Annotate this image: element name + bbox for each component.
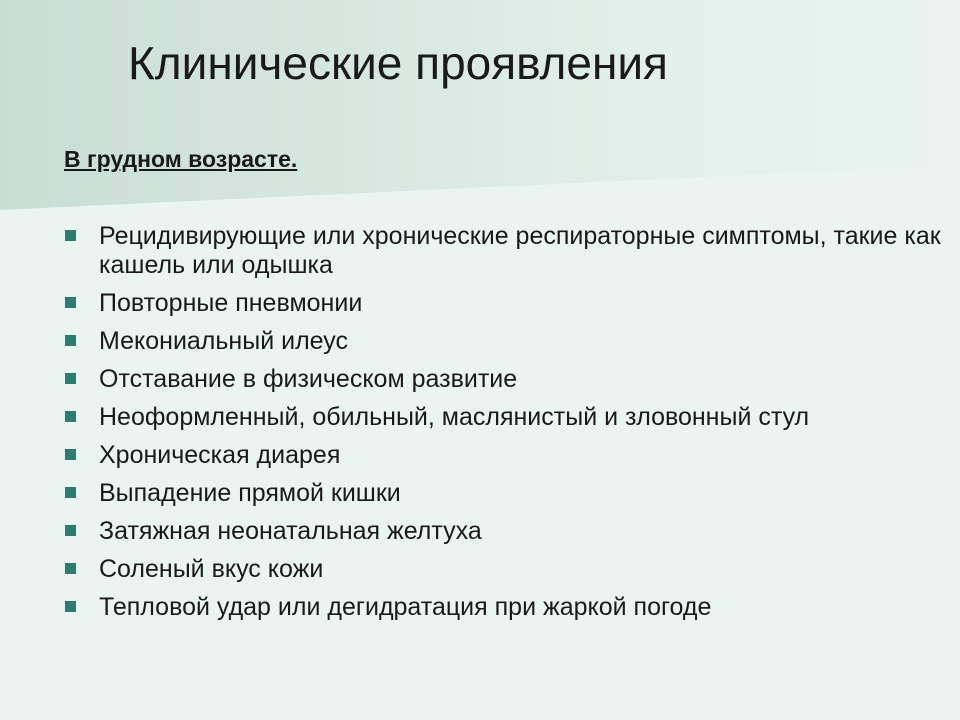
bullet-text: Затяжная неонатальная желтуха [99, 517, 482, 545]
bullet-list [64, 222, 944, 631]
square-bullet-icon [65, 525, 76, 536]
square-bullet-icon [65, 449, 76, 460]
bullet-text: Отставание в физическом развитие [99, 365, 518, 393]
square-bullet-icon [65, 335, 76, 346]
square-bullet-icon [65, 487, 76, 498]
bullet-item [64, 327, 944, 356]
bullet-text: Рецидивирующие или хронические респираторные симптомы, такие как кашель или одышка [99, 222, 941, 279]
bullet-item [64, 441, 944, 470]
bullet-text: Повторные пневмонии [99, 289, 363, 317]
square-bullet-icon [65, 601, 76, 612]
bullet-text: Неоформленный, обильный, маслянистый и зловонный стул [99, 403, 810, 431]
bullet-item [64, 555, 944, 584]
slide-subtitle: В грудном возрасте. [64, 146, 298, 172]
slide-title: Клинические проявления [128, 37, 668, 89]
bullet-text: Выпадение прямой кишки [99, 479, 401, 507]
bullet-text: Соленый вкус кожи [99, 555, 324, 583]
bullet-item [64, 593, 944, 622]
square-bullet-icon [65, 563, 76, 574]
bullet-text: Мекониальный илеус [99, 327, 348, 355]
bullet-item [64, 365, 944, 394]
square-bullet-icon [65, 230, 76, 241]
bullet-item [64, 222, 944, 280]
bullet-item [64, 403, 944, 432]
square-bullet-icon [65, 373, 76, 384]
square-bullet-icon [65, 411, 76, 422]
bullet-text: Тепловой удар или дегидратация при жаркой погоде [99, 593, 712, 621]
bullet-text: Хроническая диарея [99, 441, 341, 469]
bullet-item [64, 517, 944, 546]
square-bullet-icon [65, 297, 76, 308]
header-background [0, 0, 960, 210]
bullet-item [64, 479, 944, 508]
bullet-item [64, 289, 944, 318]
